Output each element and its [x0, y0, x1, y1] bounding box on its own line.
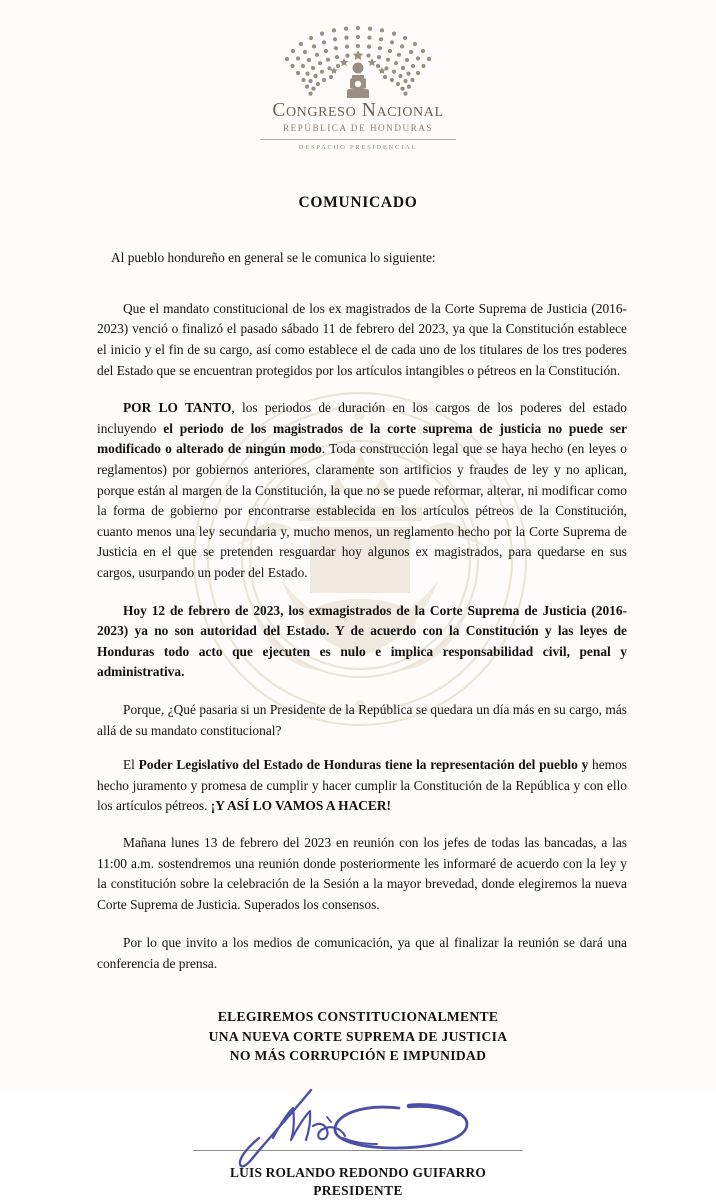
paragraph-4: Porque, ¿Qué pasaria si un Presidente de la República se quedara un día más en su cargo, más allá de su mandato constitucional?	[97, 701, 627, 738]
handwritten-signature-icon	[213, 1082, 503, 1170]
page-title: COMUNICADO	[298, 194, 418, 212]
salutation-paragraph: Al pueblo hondureño en general se le comunica lo siguiente:	[111, 250, 436, 266]
organization-name: Congreso Nacional	[272, 100, 444, 121]
slogan-line-2: UNA NUEVA CORTE SUPREMA DE JUSTICIA	[208, 1028, 508, 1044]
paragraph-1: Que el mandato constitucional de los ex magistrados de la Corte Suprema de Justicia (2016-2023) venció o finalizó el pasado sábado 11 de febrero del 2023, ya que la Constitución establece el inicio y el fin de su cargo, así como establece el de cada uno de los titulares de los tres poderes del Estado que se encuentran protegidos por los artículos intangibles o pétreos en la Constitución.	[97, 300, 627, 378]
organization-subtitle: REPÚBLICA DE HONDURAS	[283, 123, 433, 134]
paragraph-2-text-b: . Toda construcción legal que se haya hecho (en leyes o reglamentos) por gobiernos anteriores, claramente son artificios y fraudes de ley y no aplican, porque están al margen de la Constitución, la que no se puede reformar, alterar, ni modificar como la forma de gobierno por encontrarse establecida en los artículos pétreos de la Constitución, cuanto menos una ley secundaria y, mucho menos, un reglamento hecho por la Corte Suprema de Justicia en el que se pretenden resguardar hoy algunos ex magistrados, para quedarse en sus cargos, usurpando un poder del Estado.	[97, 441, 627, 580]
paragraph-2-text-a: , los periodos de duración en los cargos de los poderes del estado incluyendo	[97, 400, 627, 436]
letterhead-divider	[260, 139, 456, 140]
paragraph-6: Mañana lunes 13 de febrero del 2023 en reunión con los jefes de todas las bancadas, a las 11:00 a.m. sostendremos una reunión donde posteriormente les informaré de acuerdo con la ley y la constitución sobre la celebración de la Sesión a la mayor brevedad, donde elegiremos la nueva Corte Suprema de Justicia. Superados los consensos.	[97, 834, 627, 912]
congress-seats-crest-icon	[258, 22, 458, 100]
signature-area	[193, 1082, 523, 1156]
paragraph-2-bold-lead: POR LO TANTO	[123, 400, 232, 416]
paragraph-2-bold-mid: el periodo de los magistrados de la corte suprema de justicia no puede ser modificado o alterado de ningún modo	[97, 420, 627, 457]
department-label: DESPACHO PRESIDENCIAL	[298, 143, 418, 151]
paragraph-5-lead: El	[123, 757, 139, 773]
slogan-line-1: ELEGIREMOS CONSTITUCIONALMENTE	[217, 1009, 499, 1025]
paragraph-5-text-mid: hemos hecho juramento y promesa de cumplir y hacer cumplir la Constitución de la República y con ello los artículos pétreos.	[97, 757, 628, 814]
paragraph-5-bold-1: Poder Legislativo del Estado de Honduras tiene la representación del pueblo y	[138, 757, 589, 773]
signature-block	[0, 1082, 716, 1200]
paragraph-2	[97, 398, 627, 583]
closing-slogan	[0, 1007, 716, 1066]
paragraph-3: Hoy 12 de febrero de 2023, los exmagistrados de la Corte Suprema de Justicia (2016-2023) ya no son autoridad del Estado. Y de acuerdo con la Constitución y las leyes de Honduras todo acto que ejecuten es nulo e implica responsabilidad civil, penal y administrativa.	[97, 602, 627, 680]
slogan-line-3: NO MÁS CORRUPCIÓN E IMPUNIDAD	[229, 1048, 487, 1064]
paragraph-5	[97, 755, 627, 817]
signer-name: LUIS ROLANDO REDONDO GUIFARRO	[230, 1164, 486, 1180]
letterhead	[0, 0, 716, 151]
paragraph-7: Por lo que invito a los medios de comunicación, ya que al finalizar la reunión se dará una conferencia de prensa.	[97, 935, 627, 971]
document-body	[97, 248, 627, 974]
paragraph-5-bold-2: ¡Y ASÍ LO VAMOS A HACER!	[210, 798, 391, 814]
signer-role: PRESIDENTE	[313, 1182, 403, 1198]
